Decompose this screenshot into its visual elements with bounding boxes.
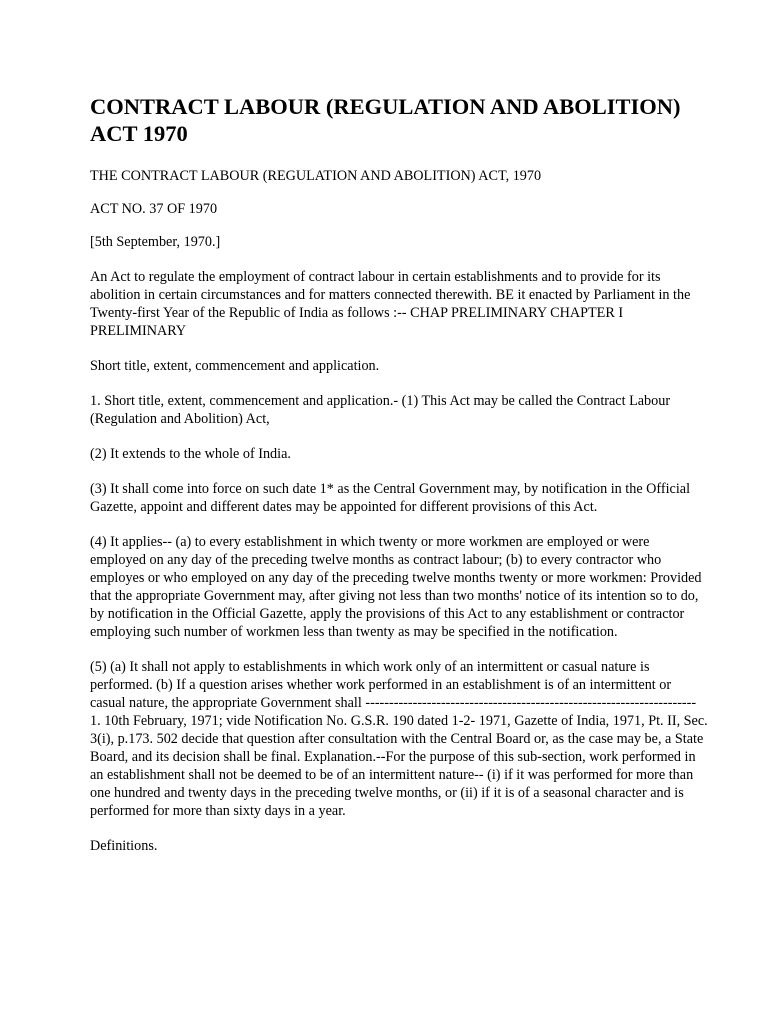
document-title: CONTRACT LABOUR (REGULATION AND ABOLITION) ACT 1970 bbox=[90, 94, 681, 146]
section-1-1: 1. Short title, extent, commencement and application.- (1) This Act may be called the Contract Labour (Regulation and Abolition) Act, bbox=[90, 393, 671, 427]
section-heading-definitions: Definitions. bbox=[90, 838, 158, 854]
act-number: ACT NO. 37 OF 1970 bbox=[90, 201, 218, 217]
section-1-3: (3) It shall come into force on such date 1* as the Central Government may, by notification in the Official Gazette, appoint and different dates may be appointed for different provisions of this Act. bbox=[90, 481, 691, 515]
act-date: [5th September, 1970.] bbox=[90, 234, 221, 250]
act-heading: THE CONTRACT LABOUR (REGULATION AND ABOLITION) ACT, 1970 bbox=[90, 168, 542, 184]
section-1-4: (4) It applies-- (a) to every establishment in which twenty or more workmen are employed or were employed on any day of the preceding twelve months as contract labour; (b) to every contractor who employes or who employed on any day of the preceding twelve months twenty or more workmen: Provided that the appropriate Government may, after giving not less than two months' notice of its intention so to do, by notification in the Official Gazette, apply the provisions of this Act to any establishment or contractor employing such number of workmen less than twenty as may be specified in the notification. bbox=[90, 534, 702, 640]
act-preamble: An Act to regulate the employment of contract labour in certain establishments and to provide for its abolition in certain circumstances and for matters connected therewith. BE it enacted by Parliament in the Twenty-first Year of the Republic of India as follows :-- CHAP PRELIMINARY CHAPTER I PRELIMINARY bbox=[90, 269, 691, 339]
section-heading-short-title: Short title, extent, commencement and application. bbox=[90, 358, 380, 374]
section-1-5: (5) (a) It shall not apply to establishments in which work only of an intermittent or casual nature is performed. (b) If a question arises whether work performed in an establishment is of an intermittent or casual nature, the appropriate Government shall ---------------------------------------------------------------------- 1. 10th February, 1971; vide Notification No. G.S.R. 190 dated 1-2- 1971, Gazette of India, 1971, Pt. II, Sec. 3(i), p.173. 502 decide that question after consultation with the Central Board or, as the case may be, a State Board, and its decision shall be final. Explanation.--For the purpose of this sub-section, work performed in an establishment shall not be deemed to be of an intermittent nature-- (i) if it was performed for more than one hundred and twenty days in the preceding twelve months, or (ii) if it is of a seasonal character and is performed for more than sixty days in a year. bbox=[90, 659, 708, 819]
section-1-2: (2) It extends to the whole of India. bbox=[90, 446, 291, 462]
